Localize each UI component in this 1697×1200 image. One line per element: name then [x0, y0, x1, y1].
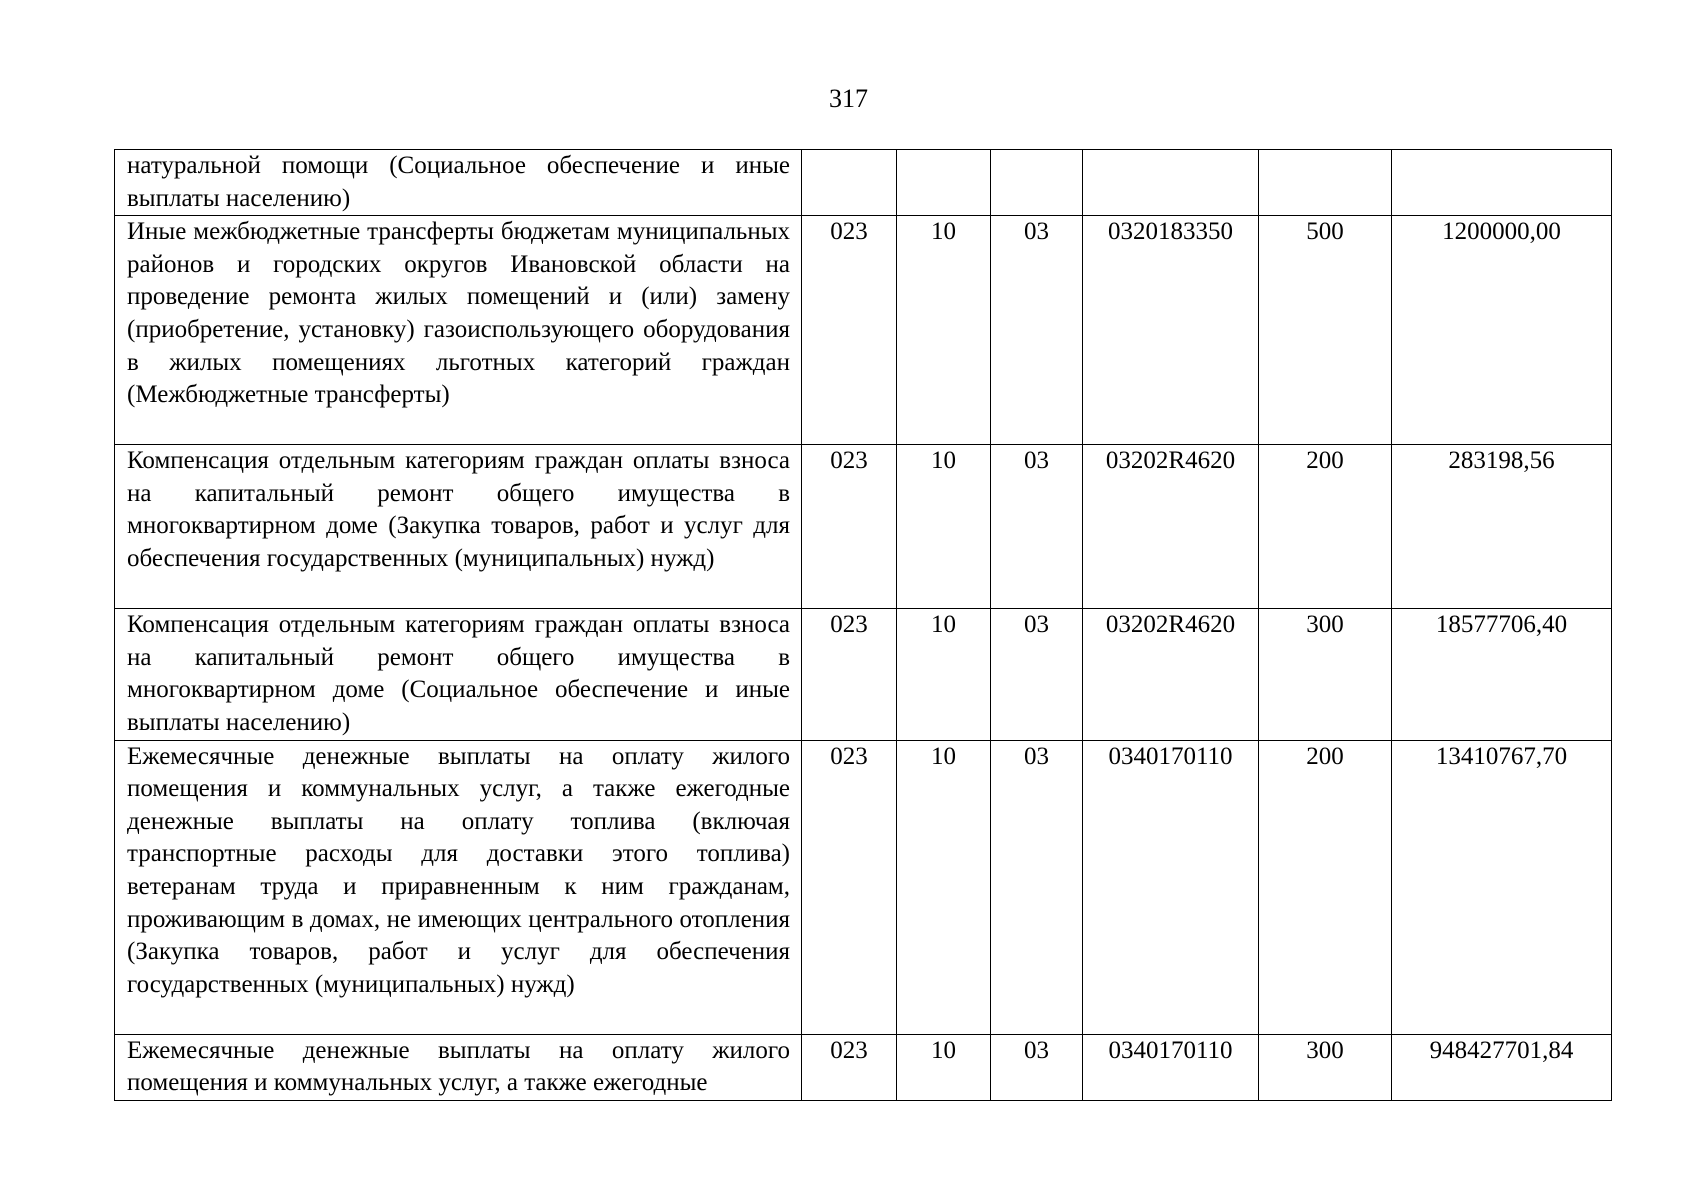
table-row [115, 609, 1612, 740]
cell-rz: 10 [897, 445, 991, 609]
row-description: Компенсация отдельным категориям граждан оплаты взноса на капитальный ремонт общего имущества в многоквартирном доме (Социальное обеспечение и иные выплаты населению) [115, 609, 802, 740]
table-row [115, 216, 1612, 445]
cell-vr: 200 [1259, 740, 1392, 1034]
cell-rz: 10 [897, 1034, 991, 1100]
cell-ved [802, 150, 897, 216]
cell-rz [897, 150, 991, 216]
table-row [115, 740, 1612, 1034]
cell-rz: 10 [897, 740, 991, 1034]
row-description: Компенсация отдельным категориям граждан оплаты взноса на капитальный ремонт общего имущества в многоквартирном доме (Закупка товаров, работ и услуг для обеспечения государственных (муниципальных) нужд) [115, 445, 802, 609]
row-description: Иные межбюджетные трансферты бюджетам муниципальных районов и городских округов Ивановской области на проведение ремонта жилых помещений и (или) замену (приобретение, установку) газоиспользующего оборудования в жилых помещениях льготных категорий граждан (Межбюджетные трансферты) [115, 216, 802, 445]
cell-csr: 03202R4620 [1083, 445, 1259, 609]
cell-ved: 023 [802, 445, 897, 609]
row-description: Ежемесячные денежные выплаты на оплату жилого помещения и коммунальных услуг, а также ежегодные [115, 1034, 802, 1100]
cell-sum: 948427701,84 [1392, 1034, 1612, 1100]
cell-vr: 200 [1259, 445, 1392, 609]
cell-pr: 03 [991, 1034, 1083, 1100]
cell-vr: 500 [1259, 216, 1392, 445]
cell-pr: 03 [991, 216, 1083, 445]
budget-table [114, 149, 1612, 1101]
cell-vr: 300 [1259, 609, 1392, 740]
cell-sum: 13410767,70 [1392, 740, 1612, 1034]
table-row [115, 150, 1612, 216]
cell-ved: 023 [802, 1034, 897, 1100]
table-row [115, 1034, 1612, 1100]
cell-sum [1392, 150, 1612, 216]
row-description: Ежемесячные денежные выплаты на оплату жилого помещения и коммунальных услуг, а также ежегодные денежные выплаты на оплату топлива (включая транспортные расходы для доставки этого топлива) ветеранам труда и приравненным к ним гражданам, проживающим в домах, не имеющих центрального отопления (Закупка товаров, работ и услуг для обеспечения государственных (муниципальных) нужд) [115, 740, 802, 1034]
page-number: 317 [829, 84, 868, 113]
cell-csr: 03202R4620 [1083, 609, 1259, 740]
table-row [115, 445, 1612, 609]
cell-ved: 023 [802, 216, 897, 445]
cell-rz: 10 [897, 609, 991, 740]
cell-pr: 03 [991, 445, 1083, 609]
cell-sum: 1200000,00 [1392, 216, 1612, 445]
cell-ved: 023 [802, 609, 897, 740]
cell-csr: 0340170110 [1083, 740, 1259, 1034]
cell-csr: 0340170110 [1083, 1034, 1259, 1100]
cell-ved: 023 [802, 740, 897, 1034]
cell-sum: 283198,56 [1392, 445, 1612, 609]
cell-csr [1083, 150, 1259, 216]
cell-vr: 300 [1259, 1034, 1392, 1100]
cell-csr: 0320183350 [1083, 216, 1259, 445]
cell-sum: 18577706,40 [1392, 609, 1612, 740]
cell-pr: 03 [991, 609, 1083, 740]
row-description: натуральной помощи (Социальное обеспечение и иные выплаты населению) [115, 150, 802, 216]
cell-pr [991, 150, 1083, 216]
cell-rz: 10 [897, 216, 991, 445]
cell-vr [1259, 150, 1392, 216]
cell-pr: 03 [991, 740, 1083, 1034]
